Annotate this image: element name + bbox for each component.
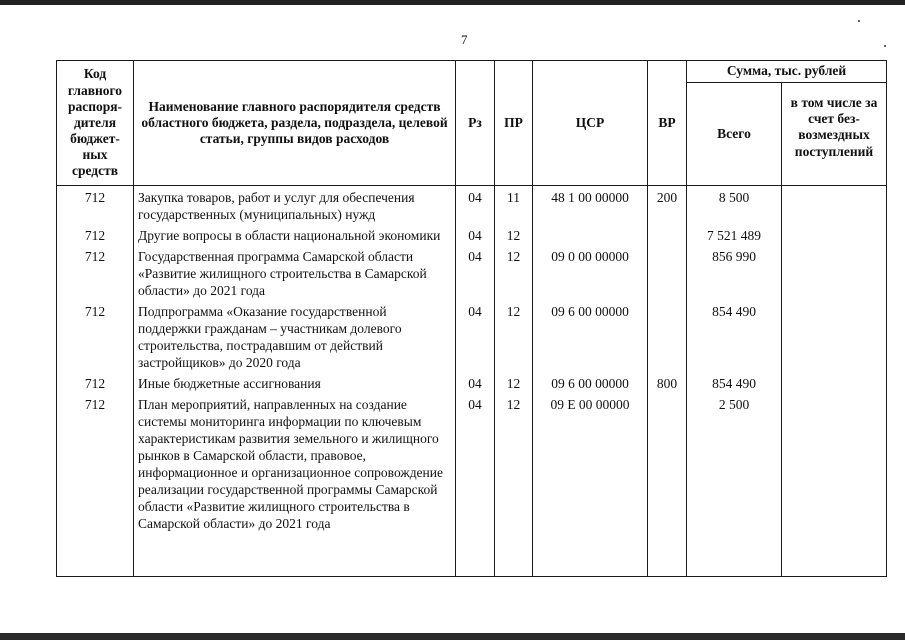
header-code: Код главного распоря-дителя бюджет-ных средств <box>57 61 134 186</box>
cell-name: План мероприятий, направленных на создание системы мониторинга информации по ключевым характеристикам развития земельного и жилищного рынков в Самарской области, правовое, информационное и организационное сопровождение реализации государственной программы Самарской области «Развитие жилищного строительства в Самарской области» до 2021 года <box>134 394 456 577</box>
table-row <box>57 246 887 301</box>
cell-name: Государственная программа Самарской области «Развитие жилищного строительства в Самарской области» до 2021 года <box>134 246 456 301</box>
cell-incl <box>782 394 887 577</box>
cell-pr: 11 <box>495 186 533 226</box>
table-header <box>57 61 887 186</box>
table-row <box>57 394 887 577</box>
header-vr: ВР <box>648 61 687 186</box>
cell-code: 712 <box>57 246 134 301</box>
cell-name: Иные бюджетные ассигнования <box>134 373 456 394</box>
cell-vr <box>648 394 687 577</box>
cell-code: 712 <box>57 186 134 226</box>
header-total: Всего <box>687 83 782 186</box>
cell-vr <box>648 246 687 301</box>
cell-total: 854 490 <box>687 301 782 373</box>
table-row <box>57 373 887 394</box>
cell-total: 8 500 <box>687 186 782 226</box>
scan-top-edge <box>0 0 905 5</box>
cell-name: Другие вопросы в области национальной экономики <box>134 225 456 246</box>
header-sum: Сумма, тыс. рублей <box>687 61 887 83</box>
table-row <box>57 225 887 246</box>
cell-vr: 800 <box>648 373 687 394</box>
table-row <box>57 301 887 373</box>
header-csr: ЦСР <box>533 61 648 186</box>
cell-incl <box>782 373 887 394</box>
cell-total: 854 490 <box>687 373 782 394</box>
table-row <box>57 186 887 226</box>
cell-pr: 12 <box>495 301 533 373</box>
cell-csr: 09 6 00 00000 <box>533 301 648 373</box>
header-incl: в том числе за счет без-возмездных поступлений <box>782 83 887 186</box>
budget-table <box>56 60 887 577</box>
header-pr: ПР <box>495 61 533 186</box>
cell-csr: 09 0 00 00000 <box>533 246 648 301</box>
cell-rz: 04 <box>456 186 495 226</box>
cell-csr: 09 6 00 00000 <box>533 373 648 394</box>
scan-bottom-edge <box>0 633 905 640</box>
cell-code: 712 <box>57 373 134 394</box>
cell-name: Подпрограмма «Оказание государственной поддержки гражданам – участникам долевого строительства, пострадавшим от действий застройщиков» до 2020 года <box>134 301 456 373</box>
cell-incl <box>782 225 887 246</box>
cell-incl <box>782 246 887 301</box>
cell-vr <box>648 301 687 373</box>
header-name: Наименование главного распорядителя средств областного бюджета, раздела, подраздела, целевой статьи, группы видов расходов <box>134 61 456 186</box>
cell-name: Закупка товаров, работ и услуг для обеспечения государственных (муниципальных) нужд <box>134 186 456 226</box>
cell-vr <box>648 225 687 246</box>
cell-csr: 48 1 00 00000 <box>533 186 648 226</box>
cell-rz: 04 <box>456 373 495 394</box>
cell-incl <box>782 301 887 373</box>
cell-pr: 12 <box>495 394 533 577</box>
cell-total: 7 521 489 <box>687 225 782 246</box>
scan-speck <box>858 20 860 22</box>
table-body <box>57 186 887 577</box>
cell-incl <box>782 186 887 226</box>
cell-rz: 04 <box>456 225 495 246</box>
cell-code: 712 <box>57 394 134 577</box>
page-number: 7 <box>461 32 468 47</box>
cell-code: 712 <box>57 225 134 246</box>
cell-total: 2 500 <box>687 394 782 577</box>
cell-pr: 12 <box>495 246 533 301</box>
cell-rz: 04 <box>456 301 495 373</box>
cell-pr: 12 <box>495 373 533 394</box>
cell-code: 712 <box>57 301 134 373</box>
cell-rz: 04 <box>456 394 495 577</box>
cell-rz: 04 <box>456 246 495 301</box>
cell-pr: 12 <box>495 225 533 246</box>
cell-vr: 200 <box>648 186 687 226</box>
header-rz: Рз <box>456 61 495 186</box>
scan-speck <box>884 45 886 47</box>
cell-total: 856 990 <box>687 246 782 301</box>
cell-csr: 09 Е 00 00000 <box>533 394 648 577</box>
cell-csr <box>533 225 648 246</box>
